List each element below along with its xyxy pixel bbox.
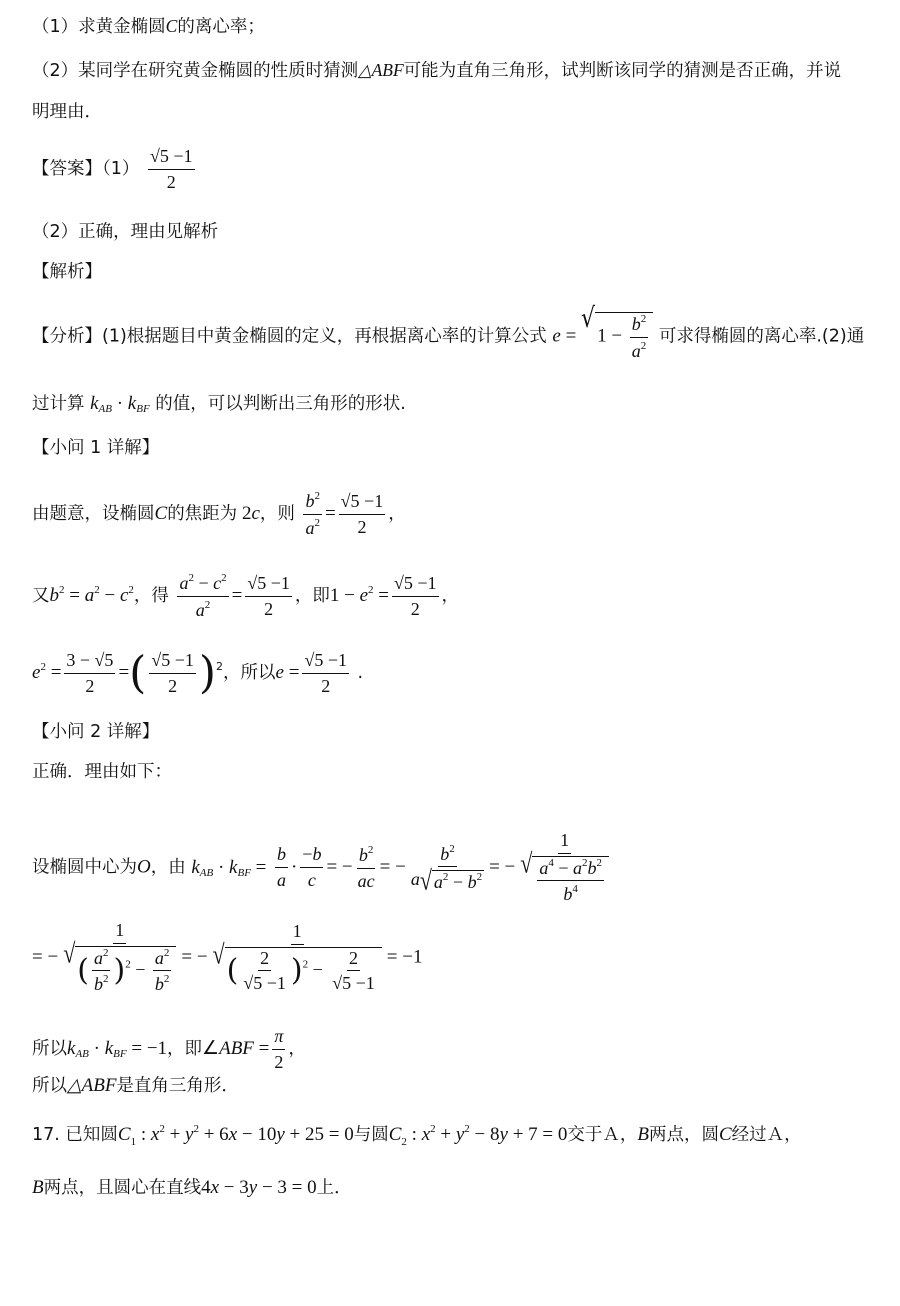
s2-eq2: $1 - e^2$ = xyxy=(329,584,389,607)
step-5 xyxy=(32,920,422,995)
question-2-cont xyxy=(32,104,102,122)
question-1 xyxy=(32,18,265,37)
s2-frac-2: $\frac{√5 -1}{2}$ xyxy=(247,573,290,619)
s1-2c: 2c xyxy=(237,503,260,525)
s3-frac-3: $\frac{√5 -1}{2}$ xyxy=(304,650,347,696)
s4-a: 设椭圆中心为 xyxy=(32,857,137,878)
subq-2-heading xyxy=(32,724,159,742)
analysis-cont xyxy=(32,394,406,415)
s2-a: 又 xyxy=(32,586,50,607)
sub2-text: 【小问 2 详解】 xyxy=(32,722,160,742)
s4-k: $k_{AB} \cdot k_{BF}$ = xyxy=(191,856,267,879)
step-3 xyxy=(32,647,364,699)
answer-den: 2 xyxy=(166,171,176,192)
problem-17 xyxy=(32,1124,802,1148)
p17-b-var2: B xyxy=(32,1177,44,1198)
p17-f: 两点，且圆心在直线 xyxy=(43,1178,202,1198)
s1-c: ，则 xyxy=(259,504,295,525)
s3-eq: = xyxy=(118,662,130,684)
s4-f5: 1 √ $\frac{a^4 - a^2b^2}{b^4}$ xyxy=(518,830,611,905)
q1-var: C xyxy=(165,16,178,36)
e-var: e xyxy=(552,325,561,347)
s2-c: ，即 xyxy=(294,586,330,607)
step-2 xyxy=(32,572,459,620)
p17-c-var: C xyxy=(718,1124,732,1145)
s4-f2: $\frac{-b}{c}$ xyxy=(302,844,322,891)
analysis-c1: 过计算 xyxy=(32,394,85,414)
problem-17-cont xyxy=(32,1178,352,1198)
q2-text: （2）某同学在研究黄金椭圆的性质时猜测 xyxy=(32,61,359,81)
s4-f1: $\frac{b}{a}$ xyxy=(276,844,286,891)
s4-f3: $\frac{b^2}{ac}$ xyxy=(357,843,375,891)
s3-period: . xyxy=(351,663,364,684)
step-6 xyxy=(32,1026,306,1072)
s4-eq1: = − xyxy=(326,856,353,878)
s1-eq: = xyxy=(324,503,336,525)
eq-sign: = xyxy=(560,325,582,347)
line-eq: 4x − 3y − 3 = 0 xyxy=(201,1177,317,1198)
q2-tail: 可能为直角三角形，试判断该同学的猜测是否正确，并说 xyxy=(403,61,842,81)
s3-rparen: ) xyxy=(198,647,217,699)
s5-result: = −1 xyxy=(386,946,423,968)
s7-tri: △ABF xyxy=(67,1075,117,1096)
s1-comma: ， xyxy=(388,504,406,525)
jiexi-text: 【解析】 xyxy=(32,262,102,282)
q1-text: （1）求黄金椭圆 xyxy=(32,17,166,37)
p17-b-var: B xyxy=(637,1124,649,1145)
c2-eq: $C_2$ : $x^2 + y^2 - 8y + 7 = 0$ xyxy=(388,1123,568,1148)
sqrt-formula: √ 1 − $\frac{b^2}{a^2}$ xyxy=(581,312,653,361)
answer-num: √5 −1 xyxy=(148,146,195,170)
p17-g: 上． xyxy=(316,1178,352,1198)
s1-b: 的焦距为 xyxy=(167,504,238,525)
k-product: $k_{AB} \cdot k_{BF}$ xyxy=(90,393,150,415)
s1-frac-2: $\frac{√5 -1}{2}$ xyxy=(340,491,384,537)
s6-b: ，即 xyxy=(167,1039,203,1060)
s2-eq: = xyxy=(231,585,243,607)
sub1-text: 【小问 1 详解】 xyxy=(32,438,160,458)
q1-tail: 的离心率； xyxy=(177,17,265,37)
s4-o: O xyxy=(137,856,151,878)
s3-frac-1: $\frac{3 - √5}{2}$ xyxy=(66,650,114,696)
question-2 xyxy=(32,62,841,81)
s2-frac-1: $\frac{a^2 - c^2}{a^2}$ xyxy=(179,572,227,620)
p17-b: 与圆 xyxy=(353,1125,389,1145)
answer-2-text: （2）正确，理由见解析 xyxy=(32,222,219,242)
analysis-b: 可求得椭圆的离心率.(2)通 xyxy=(658,326,865,347)
s2-b: ，得 xyxy=(133,586,169,607)
answer-1 xyxy=(32,146,198,192)
s3-frac-2: $\frac{√5 -1}{2}$ xyxy=(151,650,194,696)
s5-f2: 1 √ ( $\frac{2}{√5 -1}$ )$^2$ − $\frac{2}{√5 -1}$ xyxy=(211,921,384,994)
p17-d: 两点，圆 xyxy=(648,1125,719,1145)
s3-tail: ，所以 xyxy=(223,663,276,684)
s5-f1: 1 √ ( $\frac{a^2}{b^2}$ )$^2$ − $\frac{a^2}{b^2}$ xyxy=(61,920,178,995)
subq-1-heading xyxy=(32,440,159,458)
step-4 xyxy=(32,830,614,905)
s6-angle: ∠ABF = xyxy=(202,1038,270,1060)
s2-eq1: $b^2 = a^2 - c^2$ xyxy=(49,584,134,607)
analysis-c2: 的值，可以判断出三角形的形状. xyxy=(155,394,406,414)
s7-b: 是直角三角形． xyxy=(116,1076,239,1096)
s4-eq2: = − xyxy=(379,856,406,878)
s6-a: 所以 xyxy=(32,1039,67,1060)
q2-triangle: △ABF xyxy=(358,60,404,80)
q2-cont-text: 明理由． xyxy=(32,102,102,122)
correct-text: 正确．理由如下： xyxy=(32,762,172,782)
s4-dot: · xyxy=(290,856,298,878)
s5-eq0: = − xyxy=(32,946,59,968)
answer-label: 【答案】（1） xyxy=(32,159,140,180)
p17-e: 经过Ａ， xyxy=(731,1125,802,1145)
s4-b: ，由 xyxy=(150,857,186,878)
s3-e: e = xyxy=(275,662,300,684)
s3-square: 2 xyxy=(216,660,224,674)
step-1 xyxy=(32,490,406,538)
p17-c: 交于Ａ， xyxy=(567,1125,638,1145)
c1-eq: $C_1$ : $x^2 + y^2 + 6x - 10y + 25 = 0$ xyxy=(117,1123,354,1148)
analysis-a: 【分析】(1)根据题目中黄金椭圆的定义，再根据离心率的计算公式 xyxy=(32,326,547,347)
analysis xyxy=(32,303,865,361)
s2-comma: ， xyxy=(441,586,460,607)
s2-frac-3: $\frac{√5 -1}{2}$ xyxy=(393,573,437,619)
s5-eq1: = − xyxy=(181,946,208,968)
s3-lparen: ( xyxy=(129,647,147,699)
s3-e2: $e^2$ = xyxy=(32,661,62,684)
jiexi-label xyxy=(32,264,102,282)
s6-k: $k_{AB} \cdot k_{BF} = -1$ xyxy=(67,1038,168,1061)
s1-a: 由题意，设椭圆 xyxy=(32,504,155,525)
p17-a: 17. 已知圆 xyxy=(32,1125,118,1145)
answer-fraction xyxy=(148,146,195,192)
s6-comma: ， xyxy=(288,1039,306,1060)
answer-2 xyxy=(32,224,218,242)
s1-frac-1: $\frac{b^2}{a^2}$ xyxy=(305,490,320,538)
s1-c-var: C xyxy=(154,503,168,525)
s7-a: 所以 xyxy=(32,1076,67,1096)
s6-pi: $\frac{\pi}{2}$ xyxy=(274,1026,284,1072)
correct-line xyxy=(32,764,172,782)
s4-f4: $b^2$ a √ $a^2 - b^2$ xyxy=(410,842,483,896)
s4-eq3: = − xyxy=(489,856,516,878)
step-7 xyxy=(32,1076,239,1096)
